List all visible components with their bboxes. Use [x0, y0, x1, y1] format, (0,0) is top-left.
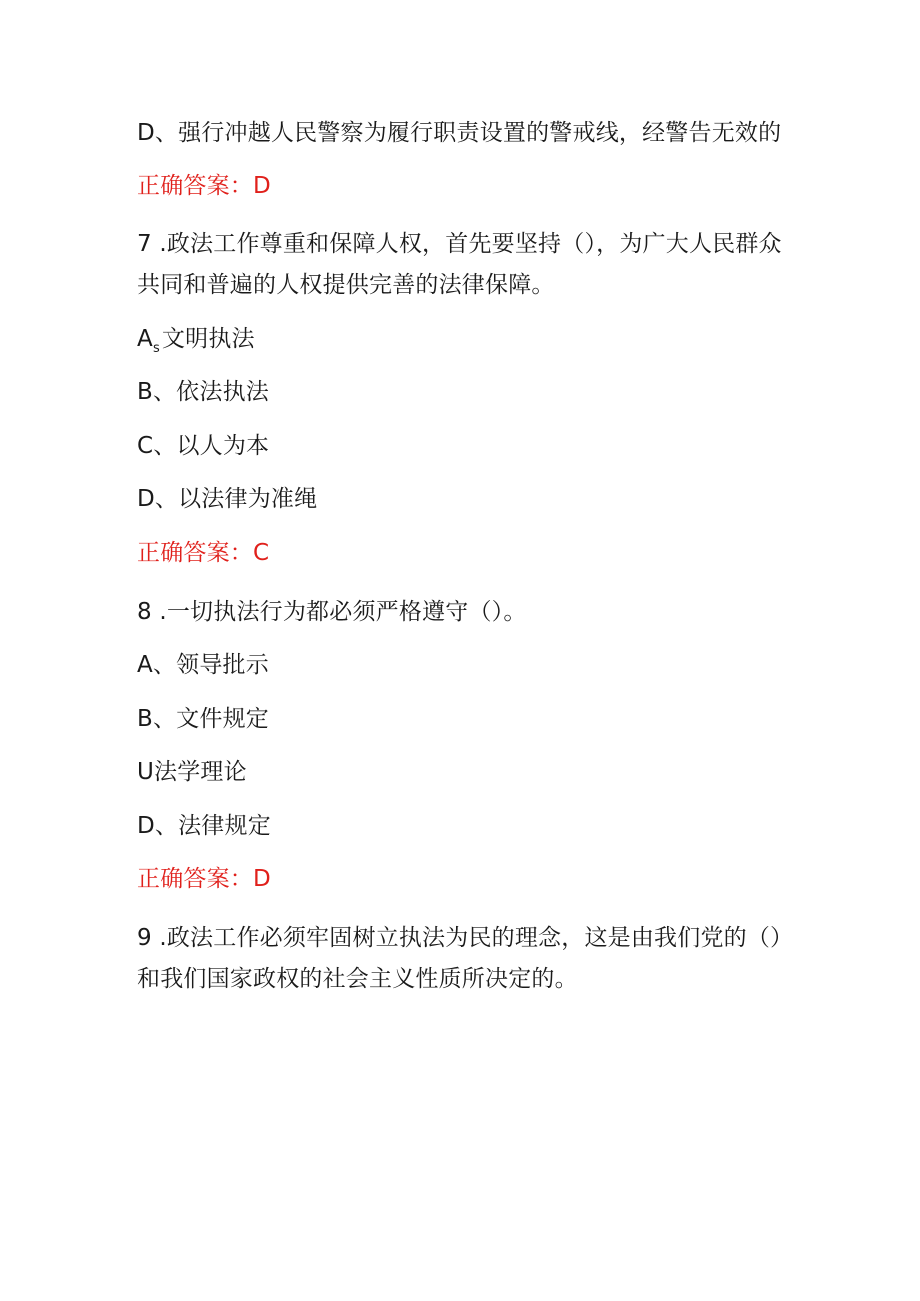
- q7-answer: 正确答案：C: [137, 540, 270, 566]
- q8-option-d: D、法律规定: [137, 813, 271, 839]
- q7-option-c: C、以人为本: [137, 433, 270, 459]
- q6-option-d: D、强行冲越人民警察为履行职责设置的警戒线，经警告无效的: [137, 120, 782, 146]
- q8-answer: 正确答案：D: [137, 866, 271, 892]
- q7-option-a-sub: s: [152, 341, 160, 356]
- q7-option-a-prefix: A: [137, 326, 153, 352]
- q8-option-a: A、领导批示: [137, 652, 269, 678]
- q9-question-line2: 和我们国家政权的社会主义性质所决定的。: [137, 966, 578, 992]
- q8-question: 8 .一切执法行为都必须严格遵守（）。: [137, 599, 527, 625]
- q7-question-line2: 共同和普遍的人权提供完善的法律保障。: [137, 272, 555, 298]
- q6-answer: 正确答案：D: [137, 173, 271, 199]
- q9-question-line1: 9 .政法工作必须牢固树立执法为民的理念，这是由我们党的（）: [137, 925, 794, 951]
- q7-option-a-text: 文明执法: [161, 326, 255, 352]
- q8-option-b: B、文件规定: [137, 706, 269, 732]
- q7-question-line1: 7 .政法工作尊重和保障人权，首先要坚持（），为广大人民群众: [137, 231, 782, 257]
- q8-option-c: U法学理论: [137, 759, 247, 785]
- q7-option-b: B、依法执法: [137, 379, 269, 405]
- q7-option-d: D、以法律为准绳: [137, 486, 318, 512]
- q7-option-a: [137, 324, 255, 364]
